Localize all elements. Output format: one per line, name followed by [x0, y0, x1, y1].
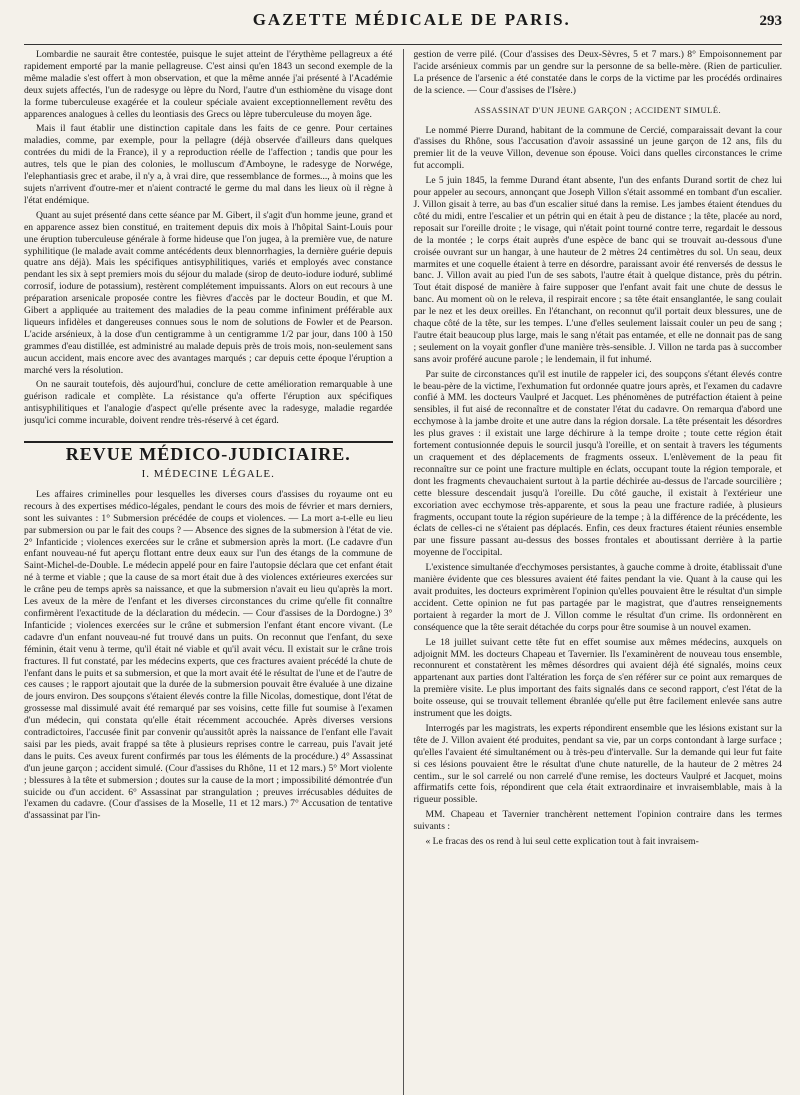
page-number: 293 [759, 13, 782, 29]
paragraph: Le 18 juillet suivant cette tête fut en effet soumise aux mêmes médecins, auxquels on adjoignit MM. les docteurs Chapeau et Tavernier. Ils l'examinèrent de nouveau tous ensemble, reconnurent et constatèrent les mêmes désordres qui avaient déjà été signalés, moins ceux appartenant aux parties dont l'altération les força de s'en référer sur ce point aux remarques de la première visite. Le plus important des faits signalés dans ce second rapport, c'est l'état de la boite osseuse, qui se trouvait tellement ébranlée qu'elle put être facilement enlevée sans autre instrument que les doigts. [413, 636, 782, 720]
paragraph: Le nommé Pierre Durand, habitant de la commune de Cercié, comparaissait devant la cour d'assises du Rhône, sous l'accusation d'avoir assassiné un jeune garçon de 12 ans, fils du premier lit de la veuve Villon, devenue son épouse. Voici dans quelles circonstances le crime fut accompli. [413, 124, 782, 172]
paragraph: L'existence simultanée d'ecchymoses persistantes, à gauche comme à droite, établissait d'une manière évidente que ces blessures avaient été faites pendant la vie. Quant à la cause qui les avait produites, les docteurs exprimèrent l'opinion qu'elles pouvaient être le résultat d'un simple accident. Cette opinion ne fut pas partagée par le magistrat, que d'autres renseignements portaient à regarder la mort de J. Villon comme le résultat d'un crime. Ils ordonnèrent en conséquence que la tête serait détachée du corps pour être soumise à un nouvel examen. [413, 562, 782, 633]
paragraph: Le 5 juin 1845, la femme Durand étant absente, l'un des enfants Durand sortit de chez lui pour appeler au secours, annonçant que Joseph Villon s'était assommé en tombant d'un escalier. J. Villon gisait à terre, au bas d'un escalier situé dans la remise. Les jambes étaient étendues du côté du midi, entre l'escalier et un pétrin qui en était à peu de distance ; la tête, placée au nord, reposait sur l'oreille droite ; le visage, qui n'était point tourné contre terre, regardait le dessous de la montée ; le corps était auprès d'une espèce de banc qui se trouvait au-dessous d'une croisée ouvrant sur un hangar, à une hauteur de 2 mètres 24 centimètres du sol. Un seau, deux marmites et une coquelle étaient à terre en désordre, paraissant avoir été renversés de dessus le banc. J. Villon avait au pied l'un de ses sabots, l'autre était à quelque distance, près du pétrin. Tout était disposé de manière à faire supposer que l'enfant avait fait une chute de dessus le banc. Au moment où on le releva, il respirait encore ; sa tête était ensanglantée, le sang coulait par le nez et les deux oreilles. En l'étanchant, on reconnut qu'il portait deux blessures, une de chaque côté de la tête, sur les tempes. L'une d'elles seulement laissait couler un peu de sang ; l'autre était beaucoup plus large, mais le sang n'était pas entamée, et elle ne donnait pas de sang ; seulement on la voyait gonfler d'une manière très-sensible. J. Villon ne tarda pas à succomber sans avoir proféré aucune parole ; le lendemain, il fut inhumé. [413, 175, 782, 365]
right-column [413, 49, 782, 1095]
column-divider [403, 49, 404, 1095]
paragraph: Quant au sujet présenté dans cette séance par M. Gibert, il s'agit d'un homme jeune, grand et en apparence assez bien constitué, en traitement depuis dix mois à l'hôpital Saint-Louis pour une éruption tuberculeuse générale à forme hideuse que l'on jugea, à la première vue, de nature syphilitique (le malade avait comme antécédents deux blennorrhagies, la dernière guérie depuis quatre ans déjà). Mais les spécifiques antisyphilitiques, variés et employés avec constance pendant les six à sept premiers mois du séjour du malade (sirop de deuto-iodure ioduré, sublimé corrosif, iodure de potassium), restèrent complétement impuissants. Alors on eut recours à une préparation arsenicale proposée contre les fièvres d'accès par le docteur Boudin, et que M. Gibert a appliquée au traitement des maladies de la peau comme infiniment préférable aux liqueurs infidèles et dangereuses connues sous le nom de solutions de Fowler et de Pearson. L'acide arsénieux, à la dose d'un centigramme à un centigramme 1/2 par jour, dans 100 à 150 grammes d'eau distillée, est administré au malade depuis près de trois mois, non-seulement sans aucun accident, mais encore avec des avantages marqués ; car depuis cette époque l'éruption a marché vers la résolution. [24, 209, 393, 376]
paragraph: MM. Chapeau et Tavernier tranchèrent nettement l'opinion contraire dans les termes suivants : [413, 809, 782, 833]
case-title: ASSASSINAT D'UN JEUNE GARÇON ; ACCIDENT SIMULÉ. [474, 104, 722, 115]
paragraph: Interrogés par les magistrats, les experts répondirent ensemble que les lésions existant sur la tête de J. Villon avaient été produites, pendant sa vie, par un corps contondant à large surface ; qu'elles l'avaient été simultanément ou à très-peu d'intervalle. Sur la demande qui leur fut faite si ces lésions pouvaient être le résultat d'une chute naturelle, de la hauteur de 2 mètres 24 centim., sur le sol carrelé ou non carrelé d'une remise, les docteurs Vaulpré et Jacquet, moins affirmatifs cette fois, répondirent que cela était extraordinaire et invraisemblable, mais à la rigueur possible. [413, 722, 782, 806]
subsection-title: I. MÉDECINE LÉGALE. [141, 468, 275, 480]
paragraph: Lombardie ne saurait être contestée, puisque le sujet atteint de l'érythème pellagreux a été rapidement emporté par la manie pellagreuse. C'est ainsi qu'en 1843 un second exemple de la même maladie s'est offert à mon observation, et que la même année j'ai présenté à l'Académie deux sujets affectés, l'un de radesyge ou lèpre du Nord, l'autre d'un esthiomène du visage dont la forme tuberculeuse exagérée et la couleur spéciale avaient exceptionnellement revêtu des apparences analogues à celles du leontiasis des Grecs ou lèpre tuberculeuse du moyen âge. [24, 49, 393, 120]
paragraph: « Le fracas des os rend à lui seul cette explication tout à fait invraisem- [425, 836, 699, 848]
paragraph: Par suite de circonstances qu'il est inutile de rappeler ici, des soupçons s'étant élevés contre le beau-père de la victime, l'exhumation fut ordonnée quatre jours après, et l'examen du cadavre confié à MM. les docteurs Vaulpré et Jacquet. Les phénomènes de putréfaction étaient à peine sensibles, il fut aisé de reconnaître et de constater l'état du cadavre. On remarqua d'abord une ecchymose à la jambe droite et une autre dans la région dorsale. La tête présentait les désordres les plus graves : il existait une large déchirure à la tempe droite ; toute cette région était fortement contusionnée depuis le sourcil jusqu'à l'oreille, et on sentait à travers les téguments un craquement et des déplacements de fragments osseux. L'enlèvement de la peau fit reconnaître sur ce point une fracture multiple en éclats, occupant toute la région temporale, et dont les fragments chevauchaient surtout à la partie déchirée au-dessus de l'arcade sourcilière ; cette blessure descendait jusqu'à l'oreille. Du côté gauche, il existait à l'extérieur une excoriation avec ecchymose très-apparente, et sous la peau une fracture radiée, à plusieurs fragments, occupant toute la région supérieure de la tempe ; à la différence de la précédente, les éclats de celles-ci ne s'étaient pas déplacés. Enfin, ces deux fractures étaient réunies ensemble par une fissure passant au-dessus des bosses frontales et aboutissant derrière à la partie moyenne de l'occipital. [413, 368, 782, 559]
left-column [24, 49, 393, 1095]
page-header [24, 10, 782, 45]
paragraph: Mais il faut établir une distinction capitale dans les faits de ce genre. Pour certaines maladies, comme, par exemple, pour la pellagre (déjà observée d'ailleurs dans quelques contrées du midi de la France), il y a reproduction réelle de l'affection ; tandis que pour les autres, tels que le pian des colonies, le molluscum d'Amboyne, le radesyge de Norwége, l'elephantiasis grec et arabe, il n'y a, à vrai dire, que ressemblance de formes..., à moins que les sujets n'arrivent d'outre-mer et n'aient contracté le germe du mal dans les lieux où il règne à l'état endémique. [24, 123, 393, 206]
columns [24, 49, 782, 1095]
section-title: REVUE MÉDICO-JUDICIAIRE. [24, 441, 393, 461]
paragraph: Les affaires criminelles pour lesquelles les diverses cours d'assises du royaume ont eu recours à des expertises médico-légales, pendant le cours des mois de février et mars derniers, sont les suivantes : 1° Submersion précédée de coups et violences. — La mort a-t-elle eu lieu par submersion ou par le fait des coups ? — Absence des signes de la submersion à l'état de vie. 2° Infanticide ; violences exercées sur le crâne et submersion après la mort. (Le cadavre d'un enfant nouveau-né fut aperçu flottant entre deux eaux sur l'un des étangs de la commune de Saint-Michel-de-Double. Le médecin appelé pour en faire l'autopsie déclara que cet enfant était né à terme et viable ; que la cause de sa mort était due à des violences extérieures exercées sur le crâne peu de temps après sa naissance, et que la submersion n'avait eu lieu qu'après la mort. Les aveux de la mère de l'enfant et les diverses circonstances du crime qu'elle fit connaître confirmèrent l'exactitude de la déclaration du médecin. — Cour d'assises de la Dordogne.) 3° Infanticide ; violences exercées sur le crâne et submersion l'enfant étant encore vivant. (Le cadavre d'un enfant nouveau-né fut trouvé dans un puits. On reconnut que l'enfant, du sexe féminin, était venu à terme, qu'il était né viable et qu'il avait vécu. Il existait sur le crâne trois fractures. Il fut constaté, par les médecins experts, que ces fractures avaient précédé la chute de l'enfant dans le puits et sa submersion, et que la mort avait été le résultat de l'une et de l'autre de ces causes ; le rapport ajoutait que la durée de la submersion pouvait être évaluée à une dizaine de jours environ. Des soupçons s'étaient élevés contre la fille Nicolas, domestique, dont l'état de grossesse mal dissimulé avait été remarqué par ses voisins, cette fille fut soumise à l'examen d'un médecin, qui constata qu'elle était récemment accouchée. Après diverses versions contradictoires, l'accusée finit par convenir qu'aussitôt après la naissance de l'enfant elle l'avait saisi par les pieds, avait frappé sa tête à plusieurs reprises contre le carreau, puis l'avait jeté dans le puits. Ces aveux furent confirmés par tous les éléments de la procédure.) 4° Assassinat d'un jeune garçon ; accident simulé. (Cour d'assises du Rhône, 11 et 12 mars.) 5° Mort violente ; blessures à la tête et submersion ; doutes sur la cause de la mort ; impossibilité démontrée d'un suicide ou d'un accident. 6° Assassinat par strangulation ; preuves irrécusables déduites de l'examen du cadavre. (Cour d'assises de la Moselle, 11 et 12 mars.) 7° Accusation de tentative d'assassinat par l'in- [24, 488, 393, 822]
paragraph: gestion de verre pilé. (Cour d'assises des Deux-Sèvres, 5 et 7 mars.) 8° Empoisonnement par l'acide arsénieux commis par un gendre sur la personne de sa belle-mère. (Rien de particulier. La présence de l'arsenic a été constatée dans le corps de la victime par les procédés ordinaires de la science. — Cour d'assises de l'Isère.) [413, 49, 782, 96]
paragraph: On ne saurait toutefois, dès aujourd'hui, conclure de cette amélioration remarquable à une guérison radicale et complète. La résistance qu'a offerte l'éruption aux spécifiques antisyphilitiques et l'analogie d'aspect qu'elle présente avec la radesyge, maladie regardée jusqu'ici comme incurable, doivent rendre très-réservé à cet égard. [24, 379, 393, 427]
journal-title: GAZETTE MÉDICALE DE PARIS. [252, 10, 571, 29]
